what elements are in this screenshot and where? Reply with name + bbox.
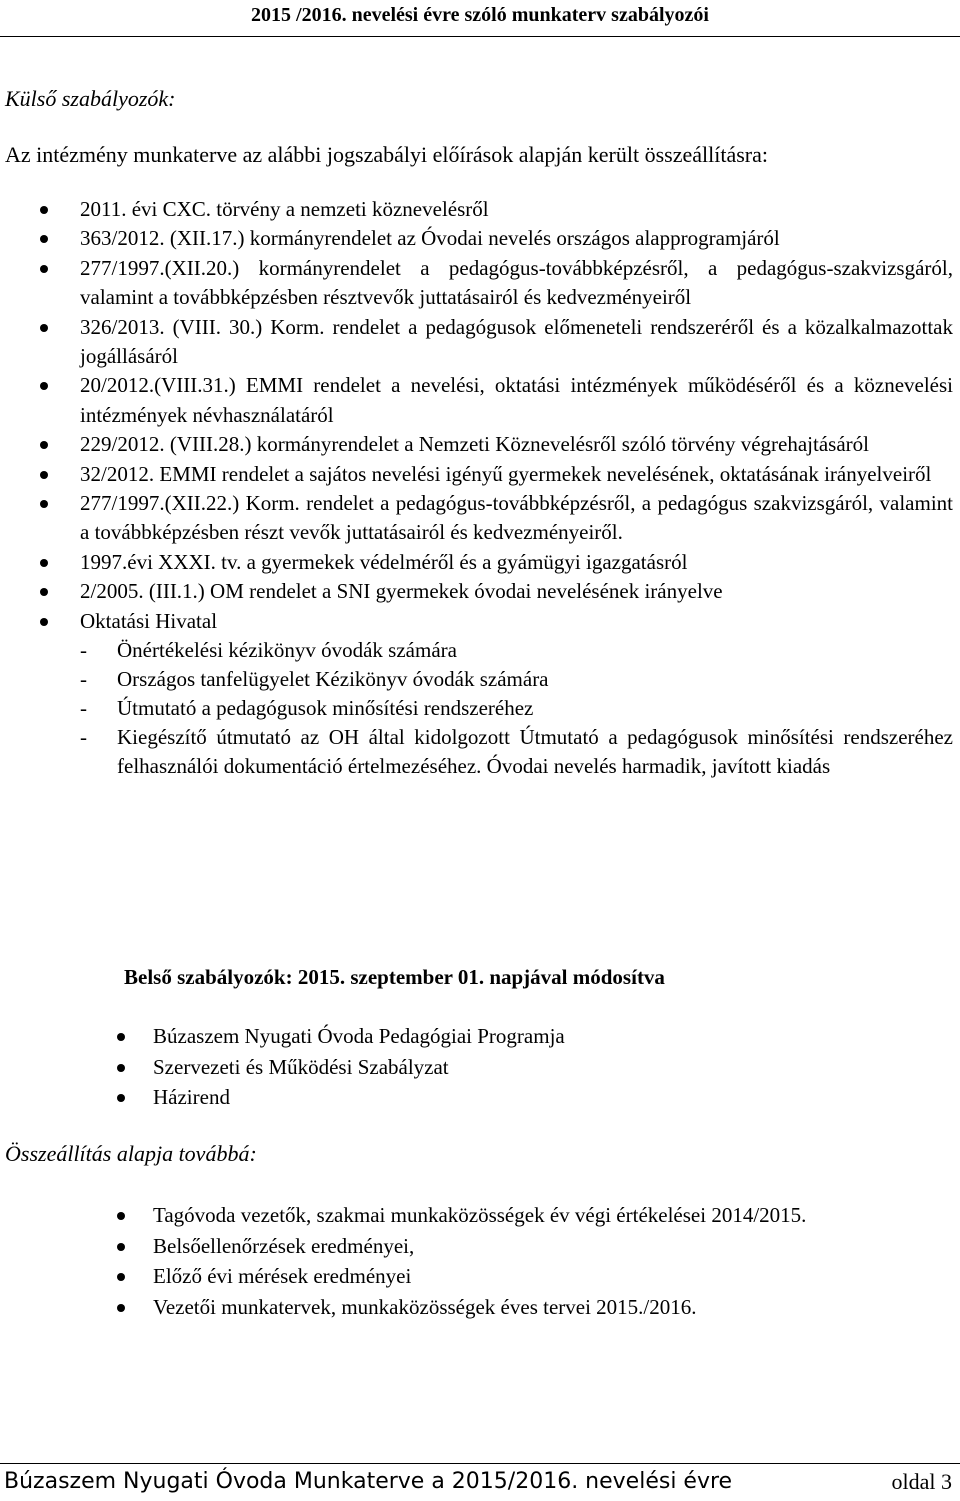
sublist-item: - Kiegészítő útmutató az OH által kidolgozott Útmutató a pedagógusok minősítési rendszeréhez felhasználói dokumentáció értelmezéséhez. Óvodai nevelés harmadik, javított kiadás [80, 725, 953, 779]
bullet-icon [117, 1094, 125, 1102]
bullet-icon [40, 500, 48, 508]
bullet-icon [40, 588, 48, 596]
dash-marker: - [80, 638, 87, 663]
footer-page-number: oldal 3 [891, 1469, 952, 1494]
dash-marker: - [80, 725, 87, 750]
bullet-icon [40, 324, 48, 332]
list-item: Belsőellenőrzések eredményei, [0, 1231, 943, 1262]
bullet-icon [40, 265, 48, 273]
list-item: 363/2012. (XII.17.) kormányrendelet az Óvodai nevelés országos alapprogramjáról [0, 224, 953, 253]
list-item: 1997.évi XXXI. tv. a gyermekek védelméről és a gyámügyi igazgatásról [0, 548, 953, 577]
bullet-icon [40, 618, 48, 626]
list-item: Házirend [0, 1082, 943, 1113]
bullet-icon [40, 559, 48, 567]
list-item: 277/1997.(XII.20.) kormányrendelet a pedagógus-továbbképzésről, a pedagógus-szakvizsgáról, valamint a továbbképzésben résztvevők juttatásairól és kedvezményeiről [0, 254, 953, 313]
bullet-icon [117, 1243, 125, 1251]
list-item: 2/2005. (III.1.) OM rendelet a SNI gyermekek óvodai nevelésének irányelve [0, 577, 953, 606]
list-item: 229/2012. (VIII.28.) kormányrendelet a Nemzeti Köznevelésről szóló törvény végrehajtásáról [0, 430, 953, 459]
list-item: Búzaszem Nyugati Óvoda Pedagógiai Programja [0, 1021, 943, 1052]
list-item: 32/2012. EMMI rendelet a sajátos nevelési igényű gyermekek nevelésének, oktatásának irányelveiről [0, 460, 953, 489]
internal-regulations-list [0, 1021, 943, 1113]
list-item: Vezetői munkatervek, munkaközösségek éves tervei 2015./2016. [0, 1292, 943, 1323]
dash-marker: - [80, 696, 87, 721]
list-item: 277/1997.(XII.22.) Korm. rendelet a pedagógus-továbbképzésről, a pedagógus szakvizsgáról, valamint a továbbképzésben részt vevők juttatásairól és kedvezményeiről. [0, 489, 953, 548]
bullet-icon [117, 1033, 125, 1041]
further-basis-list [0, 1200, 943, 1322]
list-item: 326/2013. (VIII. 30.) Korm. rendelet a pedagógusok előmeneteli rendszeréről és a közalkalmazottak jogállásáról [0, 313, 953, 372]
external-intro-text: Az intézmény munkaterve az alábbi jogszabályi előírások alapján került összeállításra: [5, 142, 768, 167]
bullet-icon [40, 206, 48, 214]
internal-regulations-heading: Belső szabályozók: 2015. szeptember 01. napjával módosítva [124, 965, 665, 989]
further-basis-heading: Összeállítás alapja továbbá: [5, 1141, 257, 1166]
sublist-item: - Útmutató a pedagógusok minősítési rendszeréhez [80, 694, 953, 723]
bullet-icon [40, 382, 48, 390]
footer-divider [0, 1463, 960, 1464]
bullet-icon [117, 1212, 125, 1220]
bullet-icon [117, 1273, 125, 1281]
bullet-icon [40, 235, 48, 243]
dash-marker: - [80, 667, 87, 692]
list-item: Szervezeti és Működési Szabályzat [0, 1052, 943, 1083]
external-regulations-list [0, 195, 953, 781]
bullet-icon [40, 471, 48, 479]
list-item: Oktatási Hivatal - Önértékelési kézikönyv óvodák számára - Országos tanfelügyelet Kézikönyv óvodák számára - Útmutató a pedagógusok minősítési rendszeréhez - Kiegészítő útmutató az OH által kidolgozott Útmutató a pedagógusok minősítési rendszeréhez felhasználói dokumentáció értelmezéséhez. Óvodai nevelés harmadik, javított kiadás [0, 607, 953, 781]
bullet-icon [117, 1304, 125, 1312]
page-header-title: 2015 /2016. nevelési évre szóló munkaterv szabályozói [251, 4, 709, 26]
oktatasi-hivatal-sublist [80, 636, 953, 781]
sublist-item: - Országos tanfelügyelet Kézikönyv óvodák számára [80, 665, 953, 694]
sublist-item: - Önértékelési kézikönyv óvodák számára [80, 636, 953, 665]
bullet-icon [40, 441, 48, 449]
list-item: 2011. évi CXC. törvény a nemzeti köznevelésről [0, 195, 953, 224]
footer-document-title: Búzaszem Nyugati Óvoda Munkaterve a 2015/2016. nevelési évre [4, 1469, 733, 1494]
external-regulations-heading: Külső szabályozók: [5, 86, 176, 111]
header-divider [0, 36, 960, 37]
list-item: Tagóvoda vezetők, szakmai munkaközösségek év végi értékelései 2014/2015. [0, 1200, 943, 1231]
bullet-icon [117, 1064, 125, 1072]
list-item: Előző évi mérések eredményei [0, 1261, 943, 1292]
list-item: 20/2012.(VIII.31.) EMMI rendelet a nevelési, oktatási intézmények működéséről és a köznevelési intézmények névhasználatáról [0, 371, 953, 430]
